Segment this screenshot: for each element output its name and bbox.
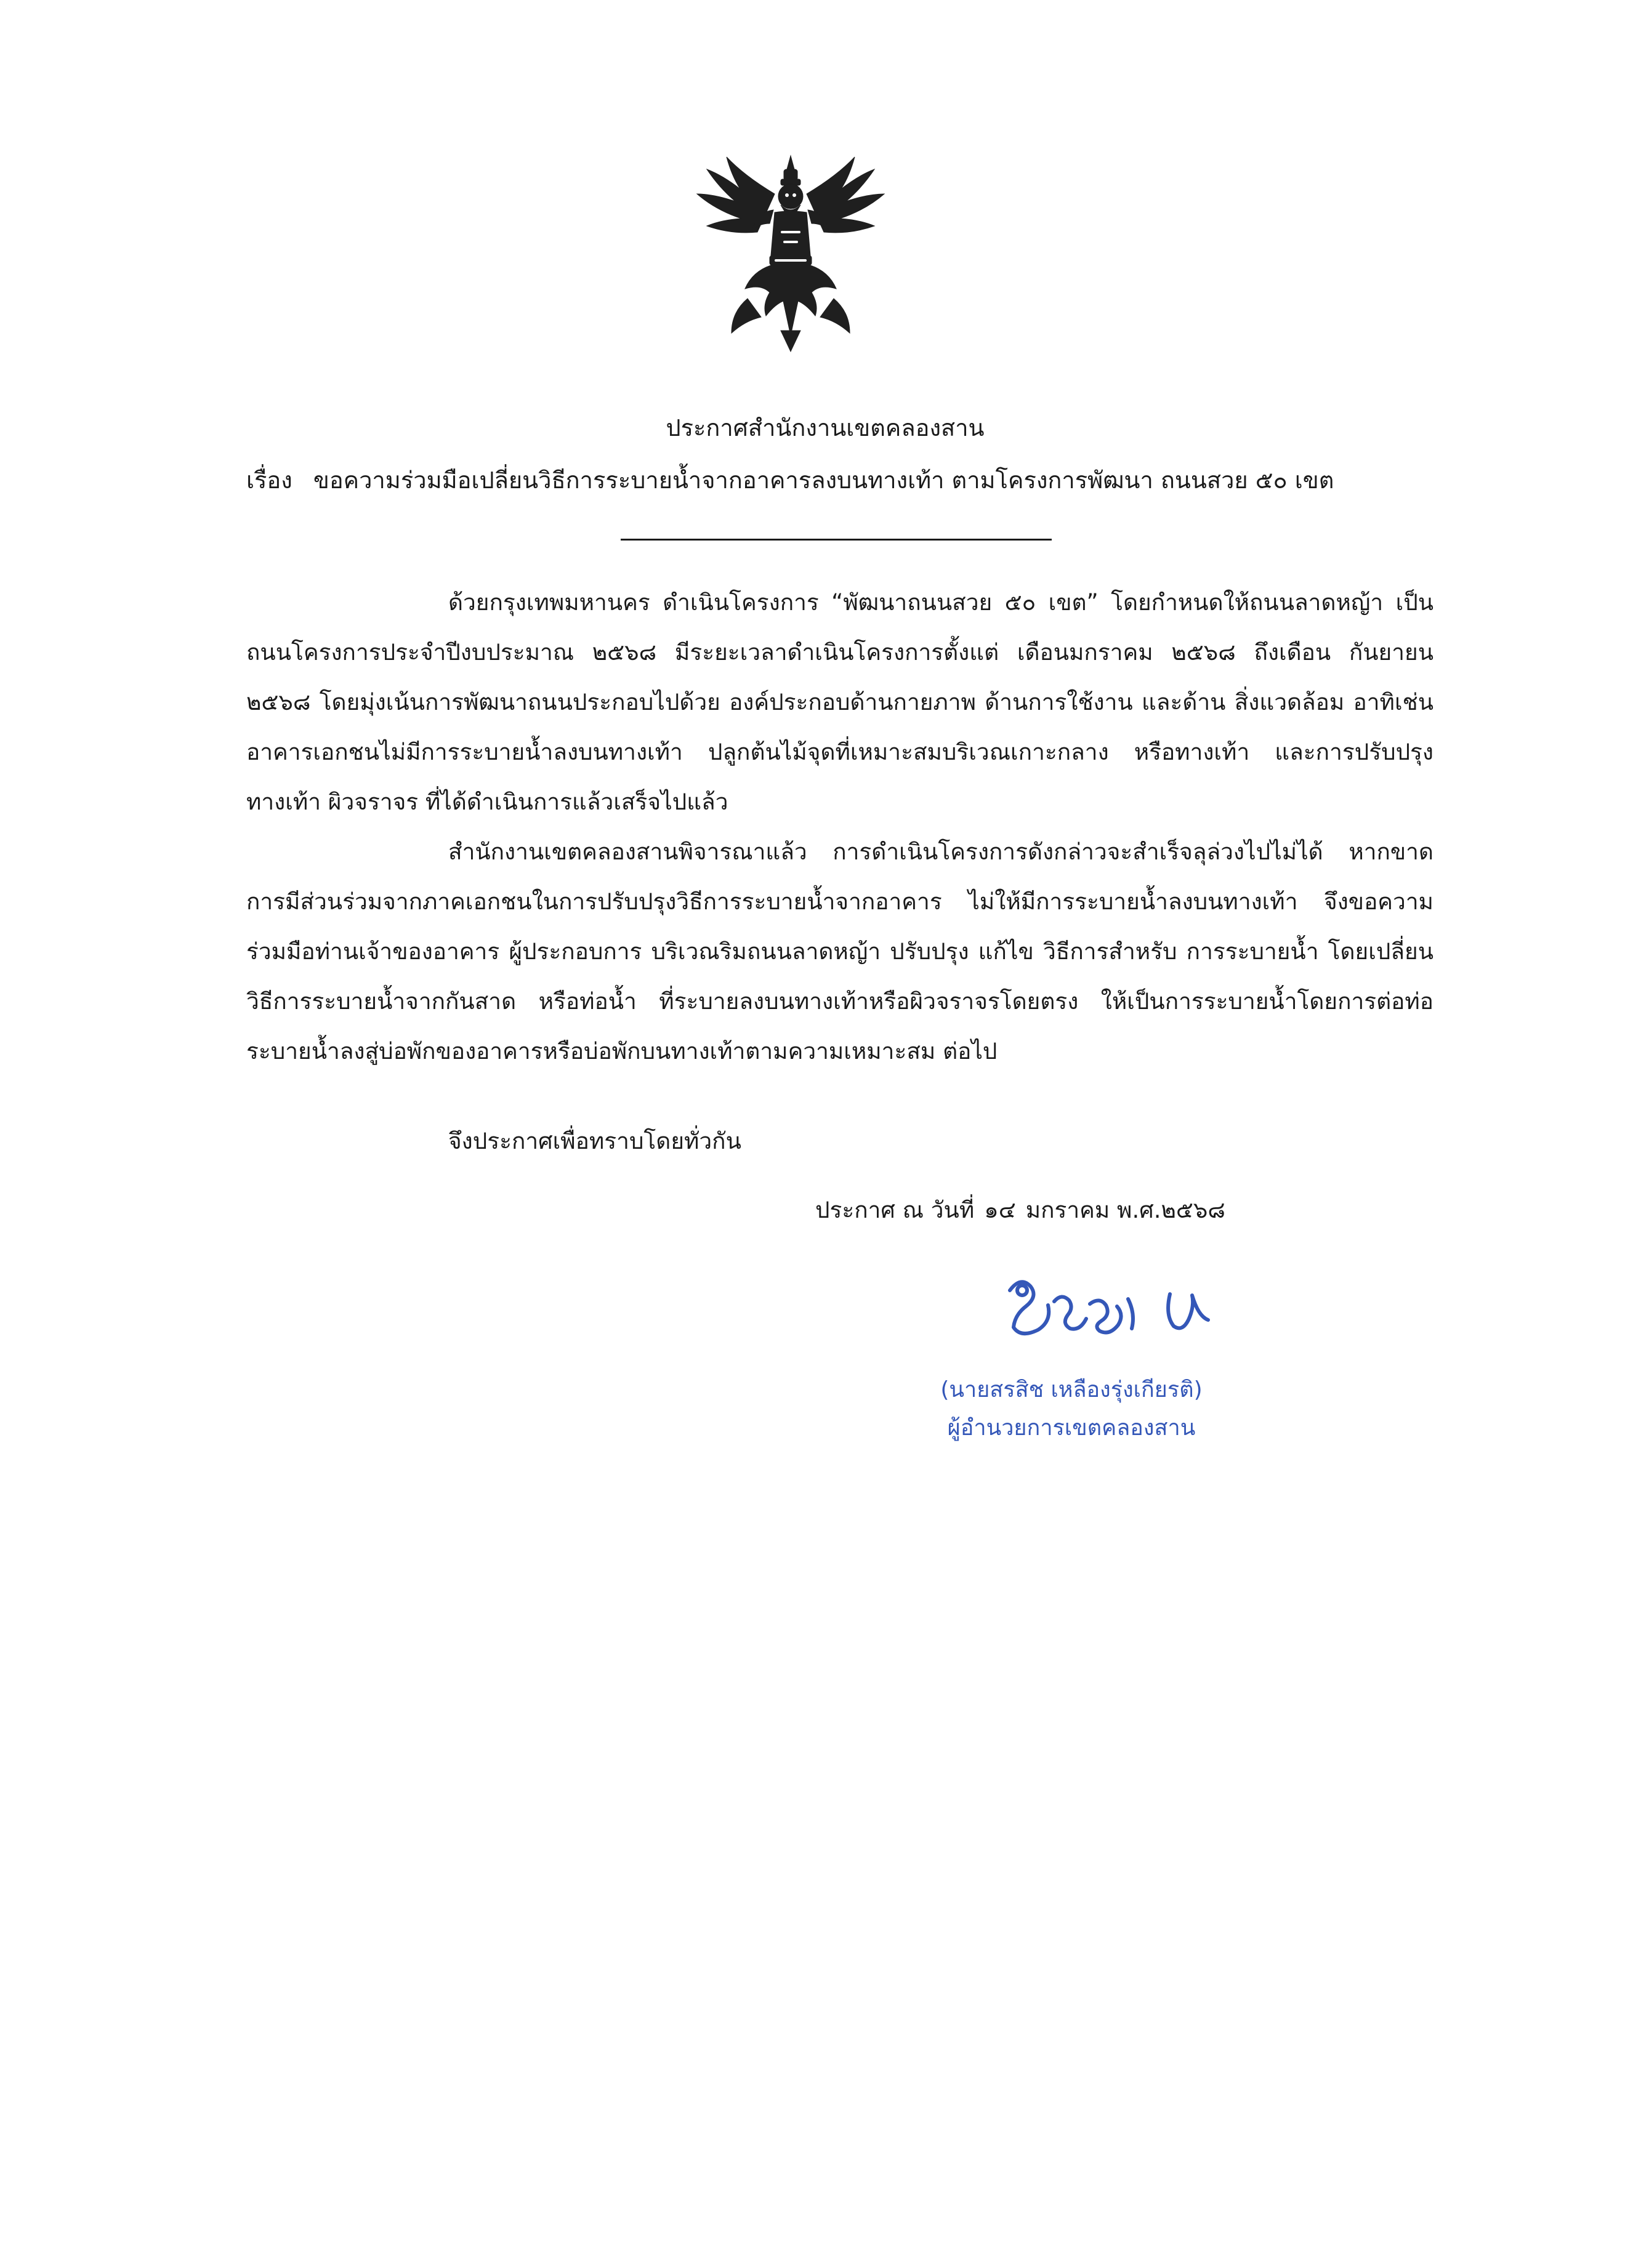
subject-label: เรื่อง [246,467,292,494]
title-divider [621,539,1052,541]
date-prefix: ประกาศ ณ วันที่ [815,1197,975,1223]
subject-text: ขอความร่วมมือเปลี่ยนวิธีการระบายน้ำจากอาคารลงบนทางเท้า ตามโครงการพัฒนา ถนนสวย ๕๐ เขต [313,467,1334,494]
garuda-emblem-icon [688,151,893,354]
announcement-date [815,1192,1225,1228]
signer-name: (นายสรสิช เหลืองรุ่งเกียรติ) [940,1377,1203,1402]
body-paragraph-1: ด้วยกรุงเทพมหานคร ดำเนินโครงการ “พัฒนาถนนสวย ๕๐ เขต” โดยกำหนดให้ถนนลาดหญ้า เป็นถนนโครงการประจำปีงบประมาณ ๒๕๖๘ มีระยะเวลาดำเนินโครงการตั้งแต่ เดือนมกราคม ๒๕๖๘ ถึงเดือน กันยายน ๒๕๖๘ โดยมุ่งเน้นการพัฒนาถนนประกอบไปด้วย องค์ประกอบด้านกายภาพ ด้านการใช้งาน และด้าน สิ่งแวดล้อม อาทิเช่น อาคารเอกชนไม่มีการระบายน้ำลงบนทางเท้า ปลูกต้นไม้จุดที่เหมาะสมบริเวณเกาะกลาง หรือทางเท้า และการปรับปรุงทางเท้า ผิวจราจร ที่ได้ดำเนินการแล้วเสร็จไปแล้ว [246,589,1433,815]
date-day: ๑๔ [984,1197,1016,1223]
signer-position: ผู้อำนวยการเขตคลองสาน [947,1415,1196,1441]
date-month-year: มกราคม พ.ศ.๒๕๖๘ [1025,1197,1225,1223]
handwritten-signature [985,1256,1232,1348]
announcement-title: ประกาศสำนักงานเขตคลองสาน [666,414,985,441]
body-paragraph-2: สำนักงานเขตคลองสานพิจารณาแล้ว การดำเนินโครงการดังกล่าวจะสำเร็จลุล่วงไปไม่ได้ หากขาดการมีส่วนร่วมจากภาคเอกชนในการปรับปรุงวิธีการระบายน้ำจากอาคาร ไม่ให้มีการระบายน้ำลงบนทางเท้า จึงขอความร่วมมือท่านเจ้าของอาคาร ผู้ประกอบการ บริเวณริมถนนลาดหญ้า ปรับปรุง แก้ไข วิธีการสำหรับ การระบายน้ำ โดยเปลี่ยนวิธีการระบายน้ำจากกันสาด หรือท่อน้ำ ที่ระบายลงบนทางเท้าหรือผิวจราจรโดยตรง ให้เป็นการระบายน้ำโดยการต่อท่อระบายน้ำลงสู่บ่อพักของอาคารหรือบ่อพักบนทางเท้าตามความเหมาะสม ต่อไป [246,838,1433,1064]
announcement-subject-line [246,467,1453,495]
closing-statement: จึงประกาศเพื่อทราบโดยทั่วกัน [448,1128,741,1154]
